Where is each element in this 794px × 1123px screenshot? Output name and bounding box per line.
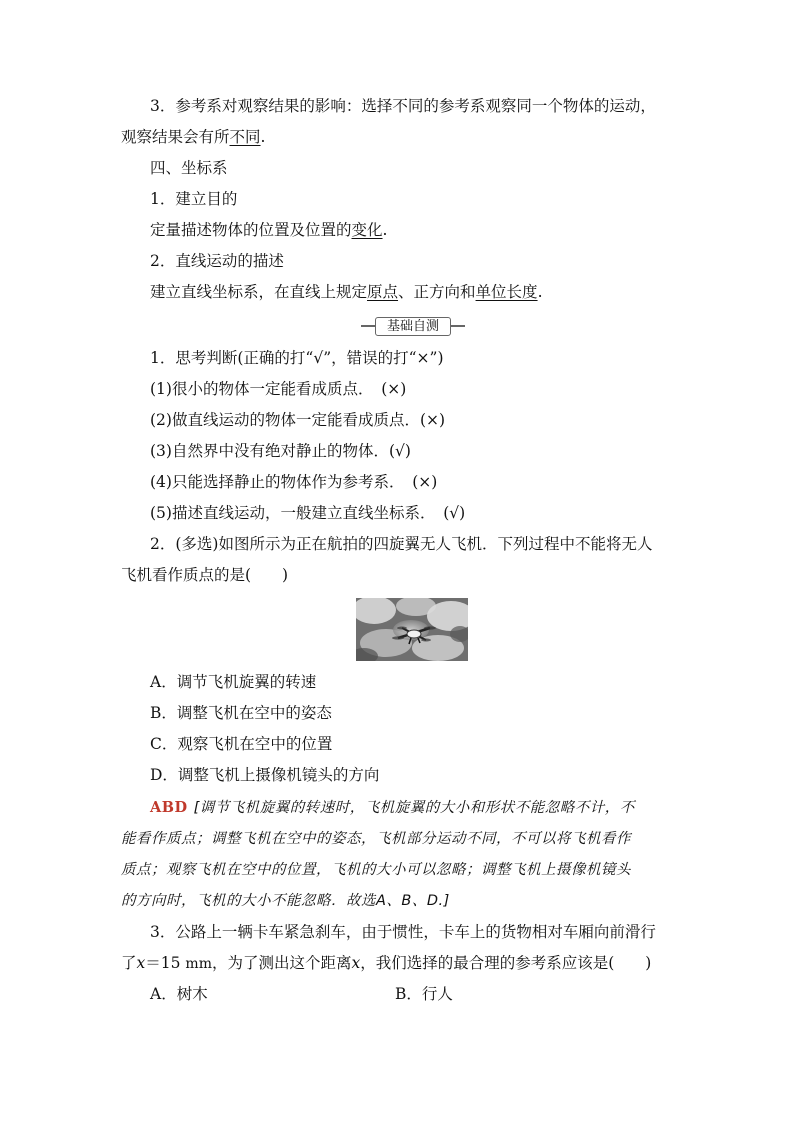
- answer-label: ABD: [150, 799, 188, 816]
- question-stem: 飞机看作质点的是( ): [121, 566, 289, 584]
- option-b: B．调整飞机在空中的姿态: [150, 704, 332, 722]
- item-title: 1．建立目的: [150, 190, 238, 208]
- variable-x: x: [351, 954, 361, 972]
- judgment-item: (1)很小的物体一定能看成质点． (×): [150, 380, 407, 398]
- section-heading: 四、坐标系: [150, 159, 228, 177]
- question-title: 1．思考判断(正确的打“√”，错误的打“×”): [150, 349, 444, 367]
- explanation-line: ABD [调节飞机旋翼的转速时，飞机旋翼的大小和形状不能忽略不计，不: [150, 799, 635, 816]
- explanation-line: 质点；观察飞机在空中的位置，飞机的大小可以忽略；调整飞机上摄像机镜头: [121, 862, 631, 878]
- explanation-line: 能看作质点；调整飞机在空中的姿态，飞机部分运动不同，不可以将飞机看作: [121, 831, 631, 847]
- option-a: A．调节飞机旋翼的转速: [150, 673, 317, 691]
- option-c: C．观察飞机在空中的位置: [150, 735, 333, 753]
- item-title: 2．直线运动的描述: [150, 252, 284, 270]
- option-b: B．行人: [395, 985, 453, 1003]
- paragraph-line: 定量描述物体的位置及位置的变化.: [150, 221, 388, 239]
- explanation-line: 的方向时，飞机的大小不能忽略．故选A、B、D.]: [121, 893, 450, 909]
- drone-image: [356, 598, 468, 661]
- paragraph-line: 建立直线坐标系，在直线上规定原点、正方向和单位长度.: [150, 283, 543, 301]
- question-stem: 3．公路上一辆卡车紧急刹车，由于惯性，卡车上的货物相对车厢向前滑行: [150, 923, 656, 941]
- judgment-item: (3)自然界中没有绝对静止的物体．(√): [150, 442, 411, 460]
- badge-label: 基础自测: [375, 317, 451, 336]
- option-d: D．调整飞机上摄像机镜头的方向: [150, 766, 380, 784]
- paragraph-line: 观察结果会有所不同.: [121, 128, 266, 146]
- section-badge: [361, 317, 465, 335]
- question-stem: 了x＝15 mm，为了测出这个距离x，我们选择的最合理的参考系应该是( ): [121, 954, 652, 972]
- paragraph-line: 3．参考系对观察结果的影响：选择不同的参考系观察同一个物体的运动，: [150, 97, 656, 115]
- underlined-term: 原点: [367, 283, 399, 301]
- drone-photo: [356, 598, 468, 661]
- judgment-item: (4)只能选择静止的物体作为参考系． (×): [150, 473, 438, 491]
- judgment-item: (5)描述直线运动，一般建立直线坐标系． (√): [150, 504, 466, 522]
- underlined-term: 不同: [229, 128, 261, 146]
- variable-x: x: [136, 954, 146, 972]
- underlined-term: 单位长度: [475, 283, 538, 301]
- option-a: A．树木: [150, 985, 208, 1003]
- question-stem: 2．(多选)如图所示为正在航拍的四旋翼无人飞机．下列过程中不能将无人: [150, 535, 653, 553]
- underlined-term: 变化: [351, 221, 383, 239]
- judgment-item: (2)做直线运动的物体一定能看成质点．(×): [150, 411, 446, 429]
